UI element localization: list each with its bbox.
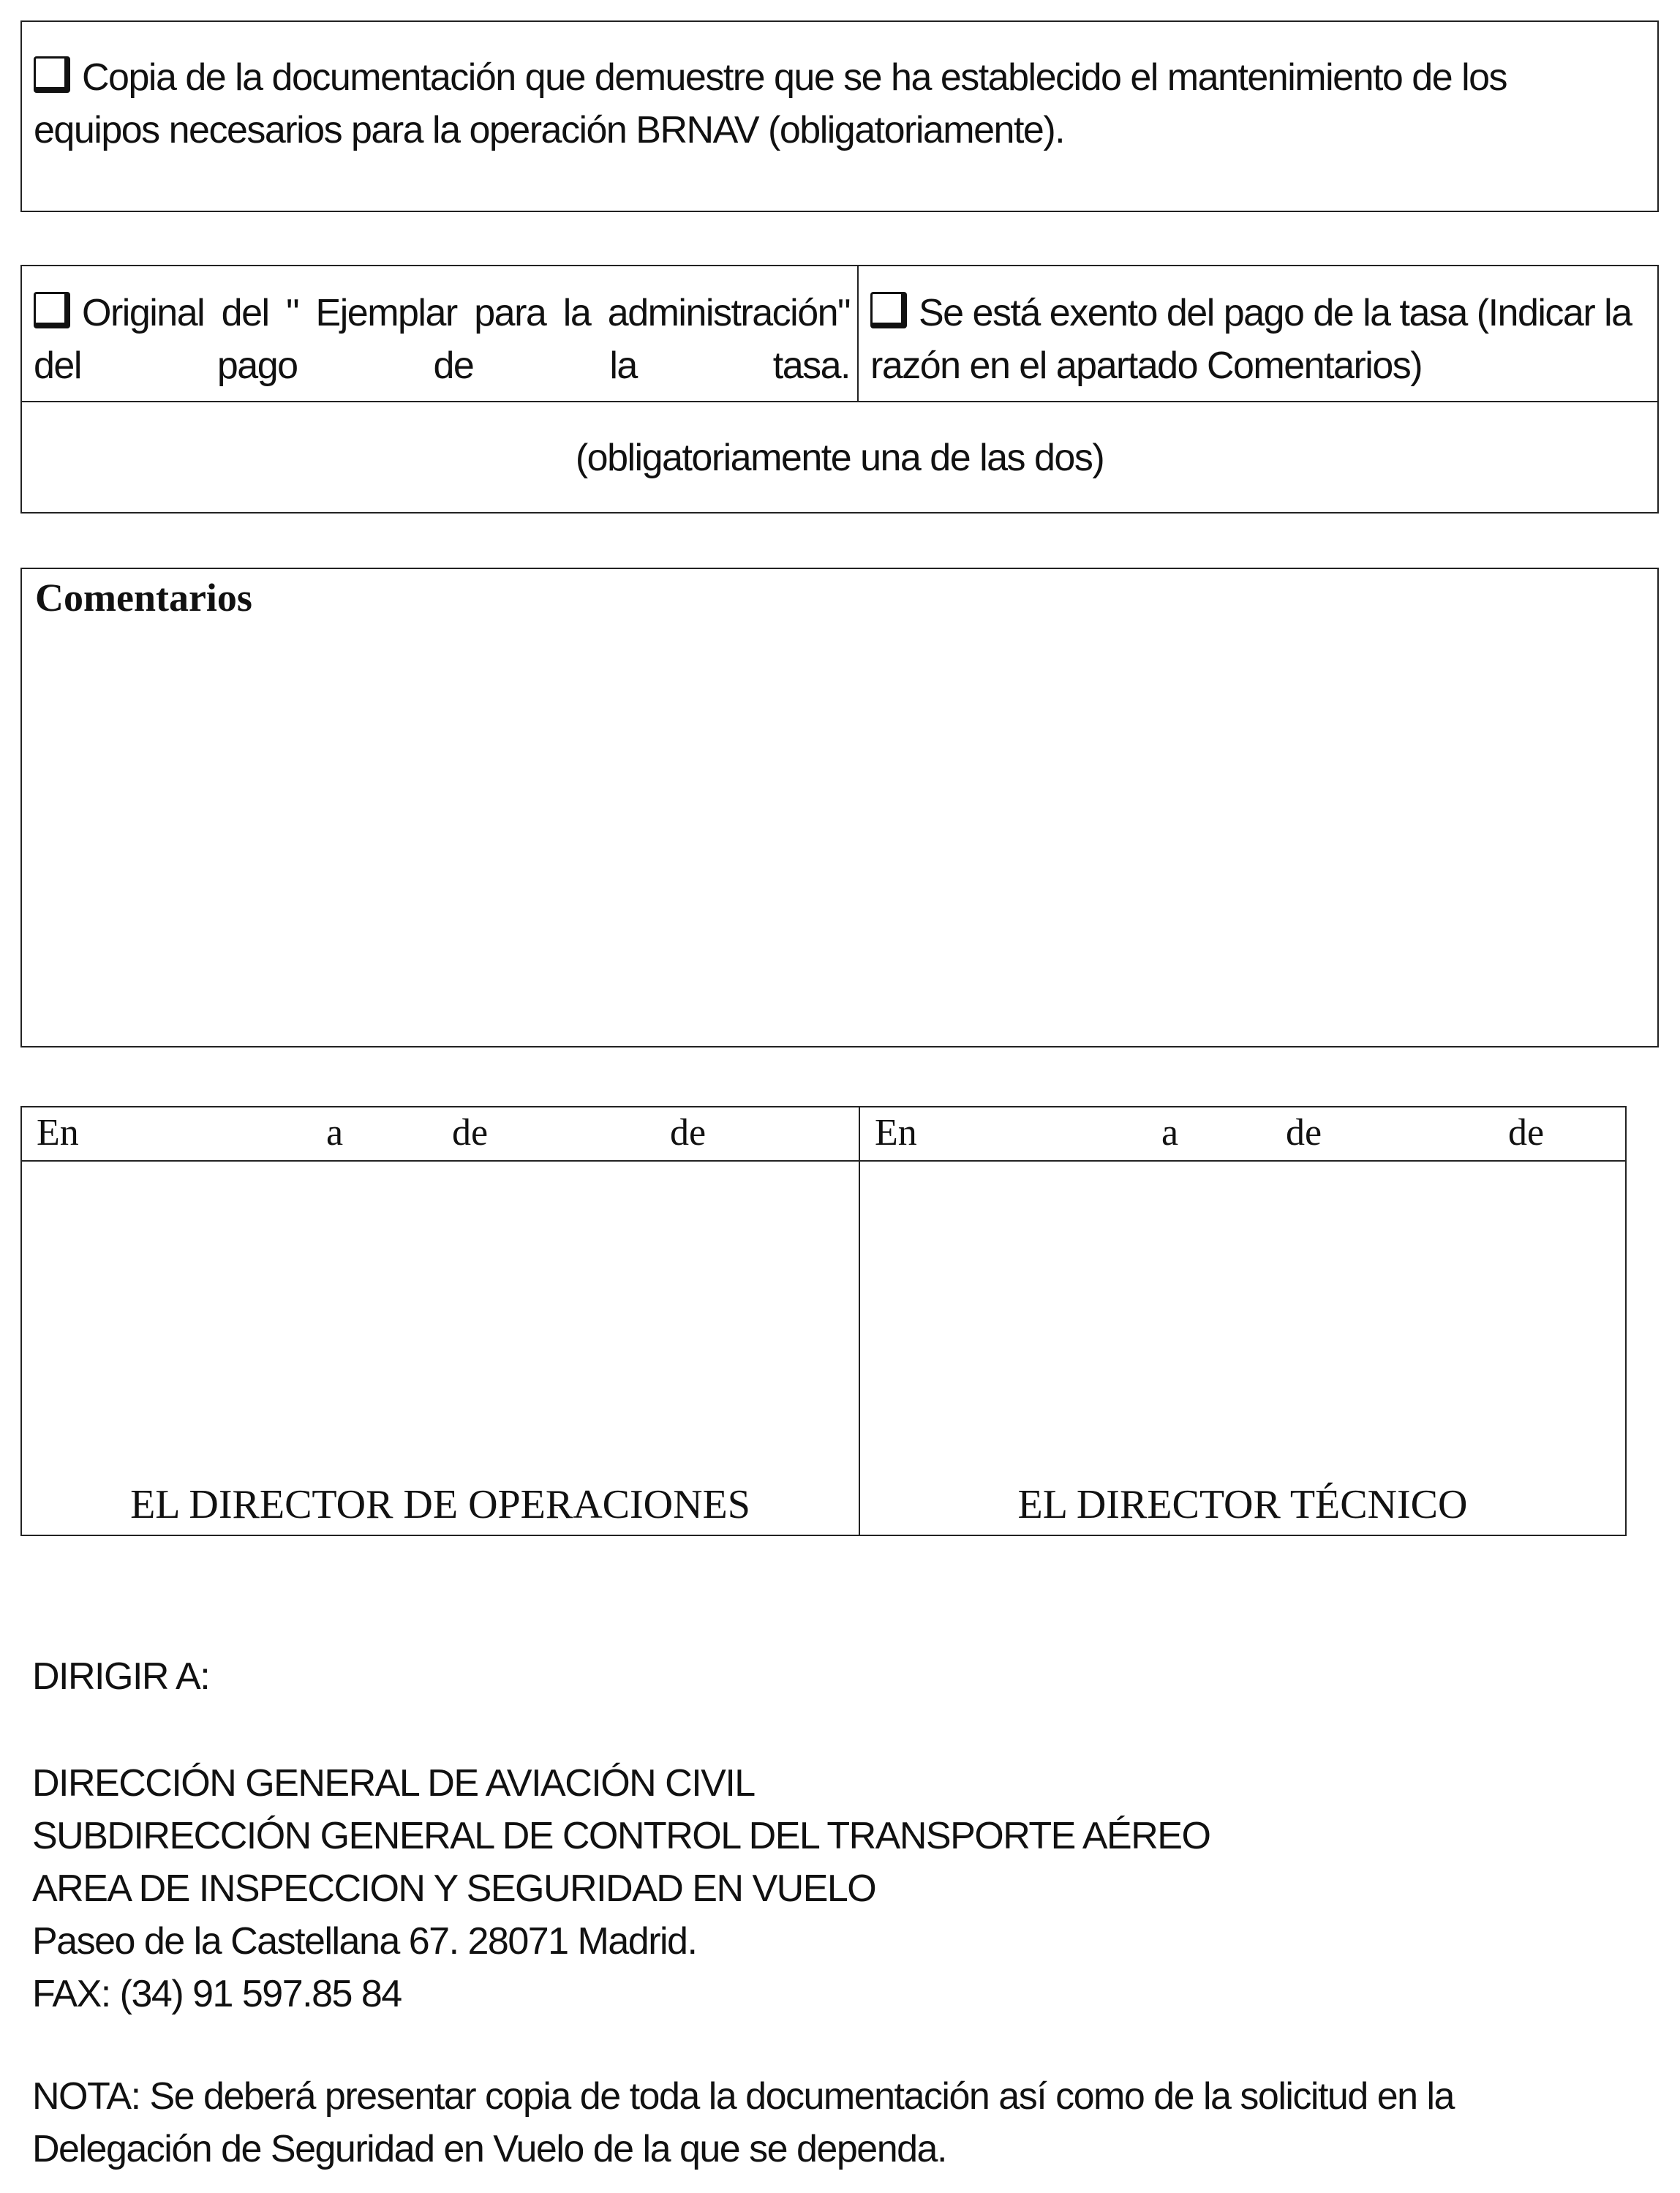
documentation-box <box>20 20 1659 212</box>
payment-option-original <box>34 287 850 392</box>
date-en-label: En <box>37 1112 79 1154</box>
documentation-item <box>34 51 1635 157</box>
payment-option-original-cell <box>22 266 859 402</box>
payment-option-exempt-text: Se está exento del pago de la tasa (Indicar la razón en el apartado Comentarios) <box>870 292 1632 387</box>
date-a-label: a <box>326 1112 344 1154</box>
director-technical-title: EL DIRECTOR TÉCNICO <box>1017 1482 1468 1527</box>
signature-table <box>20 1106 1627 1536</box>
checkbox-icon[interactable] <box>34 56 70 93</box>
payment-option-exempt <box>870 287 1650 392</box>
date-de-label: de <box>670 1112 707 1154</box>
address-line: DIRECCIÓN GENERAL DE AVIACIÓN CIVIL <box>32 1762 755 1805</box>
payment-option-original-text: Original del " Ejemplar para la administración" del pago de la tasa. <box>34 292 850 387</box>
comments-textarea[interactable] <box>35 628 1644 1033</box>
payment-table <box>20 265 1659 514</box>
payment-note: (obligatoriamente una de las dos) <box>575 437 1104 479</box>
date-en-label: En <box>875 1112 917 1154</box>
date-row-technical <box>860 1107 1625 1162</box>
date-de-label: de <box>1508 1112 1545 1154</box>
date-a-label: a <box>1161 1112 1179 1154</box>
director-operations-title: EL DIRECTOR DE OPERACIONES <box>130 1482 750 1527</box>
address-line: Paseo de la Castellana 67. 28071 Madrid. <box>32 1920 697 1963</box>
fax-line: FAX: (34) 91 597.85 84 <box>32 1973 402 2015</box>
comments-label: Comentarios <box>35 576 252 620</box>
documentation-text: Copia de la documentación que demuestre que se ha establecido el mantenimiento de los equipos necesarios para la operación BRNAV (obligatoriamente). <box>34 56 1507 151</box>
checkbox-icon[interactable] <box>870 292 907 328</box>
address-heading: DIRIGIR A: <box>32 1655 210 1698</box>
date-row-operations <box>22 1107 859 1162</box>
payment-option-exempt-cell <box>859 266 1657 402</box>
nota-text: NOTA: Se deberá presentar copia de toda la documentación así como de la solicitud en la Delegación de Seguridad en Vuelo de la que se dependa. <box>32 2075 1454 2170</box>
signature-operations-column <box>22 1107 860 1535</box>
date-de-label: de <box>1286 1112 1322 1154</box>
signature-area-technical[interactable] <box>860 1163 1625 1479</box>
address-block <box>32 1757 1210 2020</box>
signature-technical-column <box>860 1107 1625 1535</box>
comments-box <box>20 568 1659 1047</box>
address-line: AREA DE INSPECCION Y SEGURIDAD EN VUELO <box>32 1867 876 1910</box>
address-line: SUBDIRECCIÓN GENERAL DE CONTROL DEL TRANSPORTE AÉREO <box>32 1815 1210 1857</box>
checkbox-icon[interactable] <box>34 292 70 328</box>
signature-area-operations[interactable] <box>22 1163 859 1479</box>
date-de-label: de <box>452 1112 489 1154</box>
